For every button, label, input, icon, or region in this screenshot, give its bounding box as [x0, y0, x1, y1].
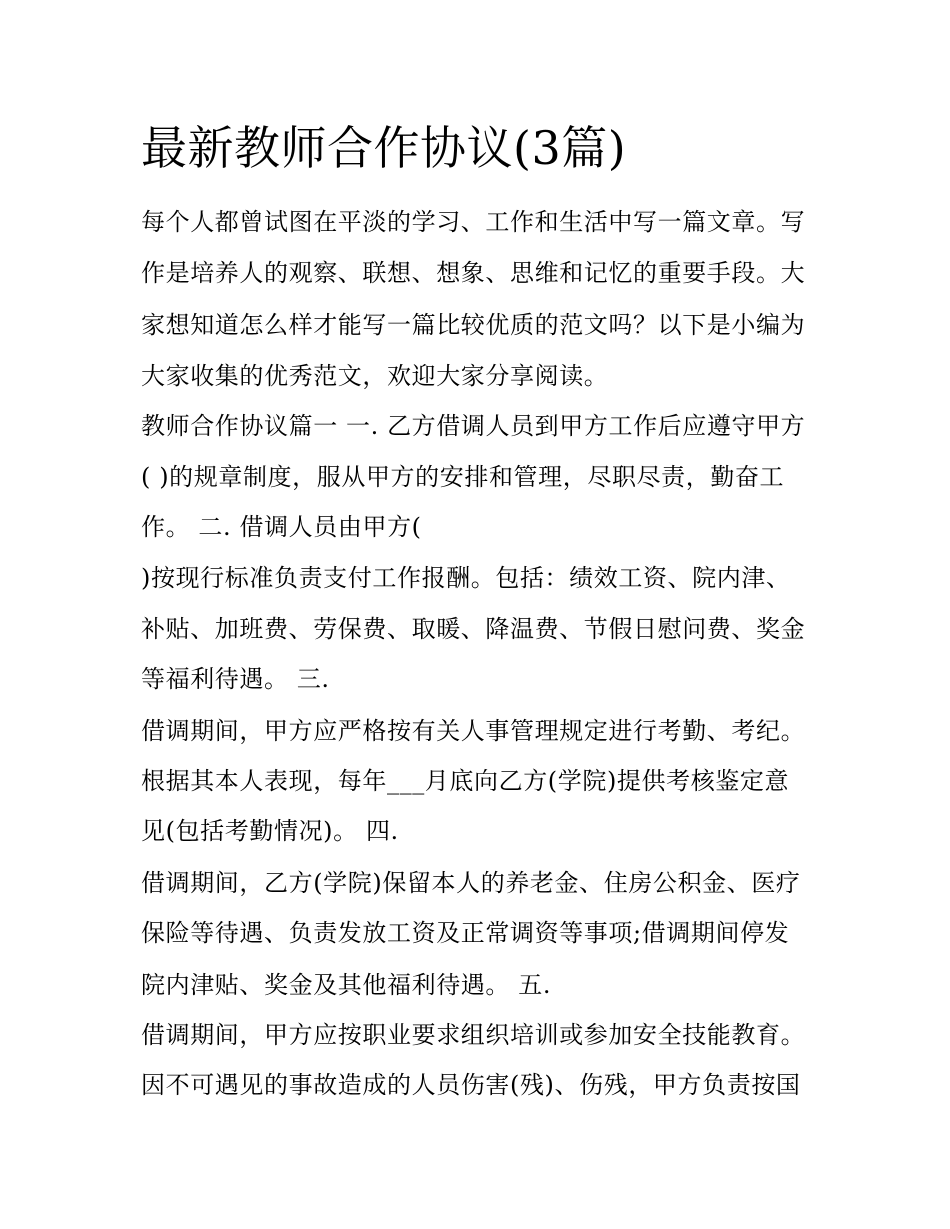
body-line-17: 借调期间，甲方应按职业要求组织培训或参加安全技能教育。 [141, 1021, 806, 1049]
body-line-4: 大家收集的优秀范文，欢迎大家分享阅读。 [141, 362, 609, 390]
body-line-5: 教师合作协议篇一 一. 乙方借调人员到甲方工作后应遵守甲方 [141, 412, 806, 440]
body-line-10: 等福利待遇。 三. [141, 665, 330, 693]
body-line-8: )按现行标准负责支付工作报酬。包括：绩效工资、院内津、 [141, 564, 791, 592]
body-line-14: 借调期间，乙方(学院)保留本人的养老金、住房公积金、医疗 [141, 869, 801, 897]
body-line-3: 家想知道怎么样才能写一篇比较优质的范文吗？以下是小编为 [141, 311, 806, 339]
document-title: 最新教师合作协议(3篇) [141, 121, 627, 175]
body-line-18: 因不可遇见的事故造成的人员伤害(残)、伤残，甲方负责按国 [141, 1071, 801, 1099]
body-line-13: 见(包括考勤情况)。 四. [141, 817, 399, 845]
body-line-1: 每个人都曾试图在平淡的学习、工作和生活中写一篇文章。写 [141, 208, 806, 236]
body-line-6: ( )的规章制度，服从甲方的安排和管理，尽职尽责，勤奋工 [141, 463, 785, 491]
body-line-2: 作是培养人的观察、联想、想象、思维和记忆的重要手段。大 [141, 259, 806, 287]
body-line-12: 根据其本人表现，每年___月底向乙方(学院)提供考核鉴定意 [141, 767, 790, 795]
body-line-7: 作。 二. 借调人员由甲方( [141, 513, 422, 541]
body-line-9: 补贴、加班费、劳保费、取暖、降温费、节假日慰问费、奖金 [141, 615, 806, 643]
body-line-11: 借调期间，甲方应严格按有关人事管理规定进行考勤、考纪。 [141, 717, 806, 745]
body-line-15: 保险等待遇、负责发放工资及正常调资等事项;借调期间停发 [141, 919, 790, 947]
body-line-16: 院内津贴、奖金及其他福利待遇。 五. [141, 971, 552, 999]
